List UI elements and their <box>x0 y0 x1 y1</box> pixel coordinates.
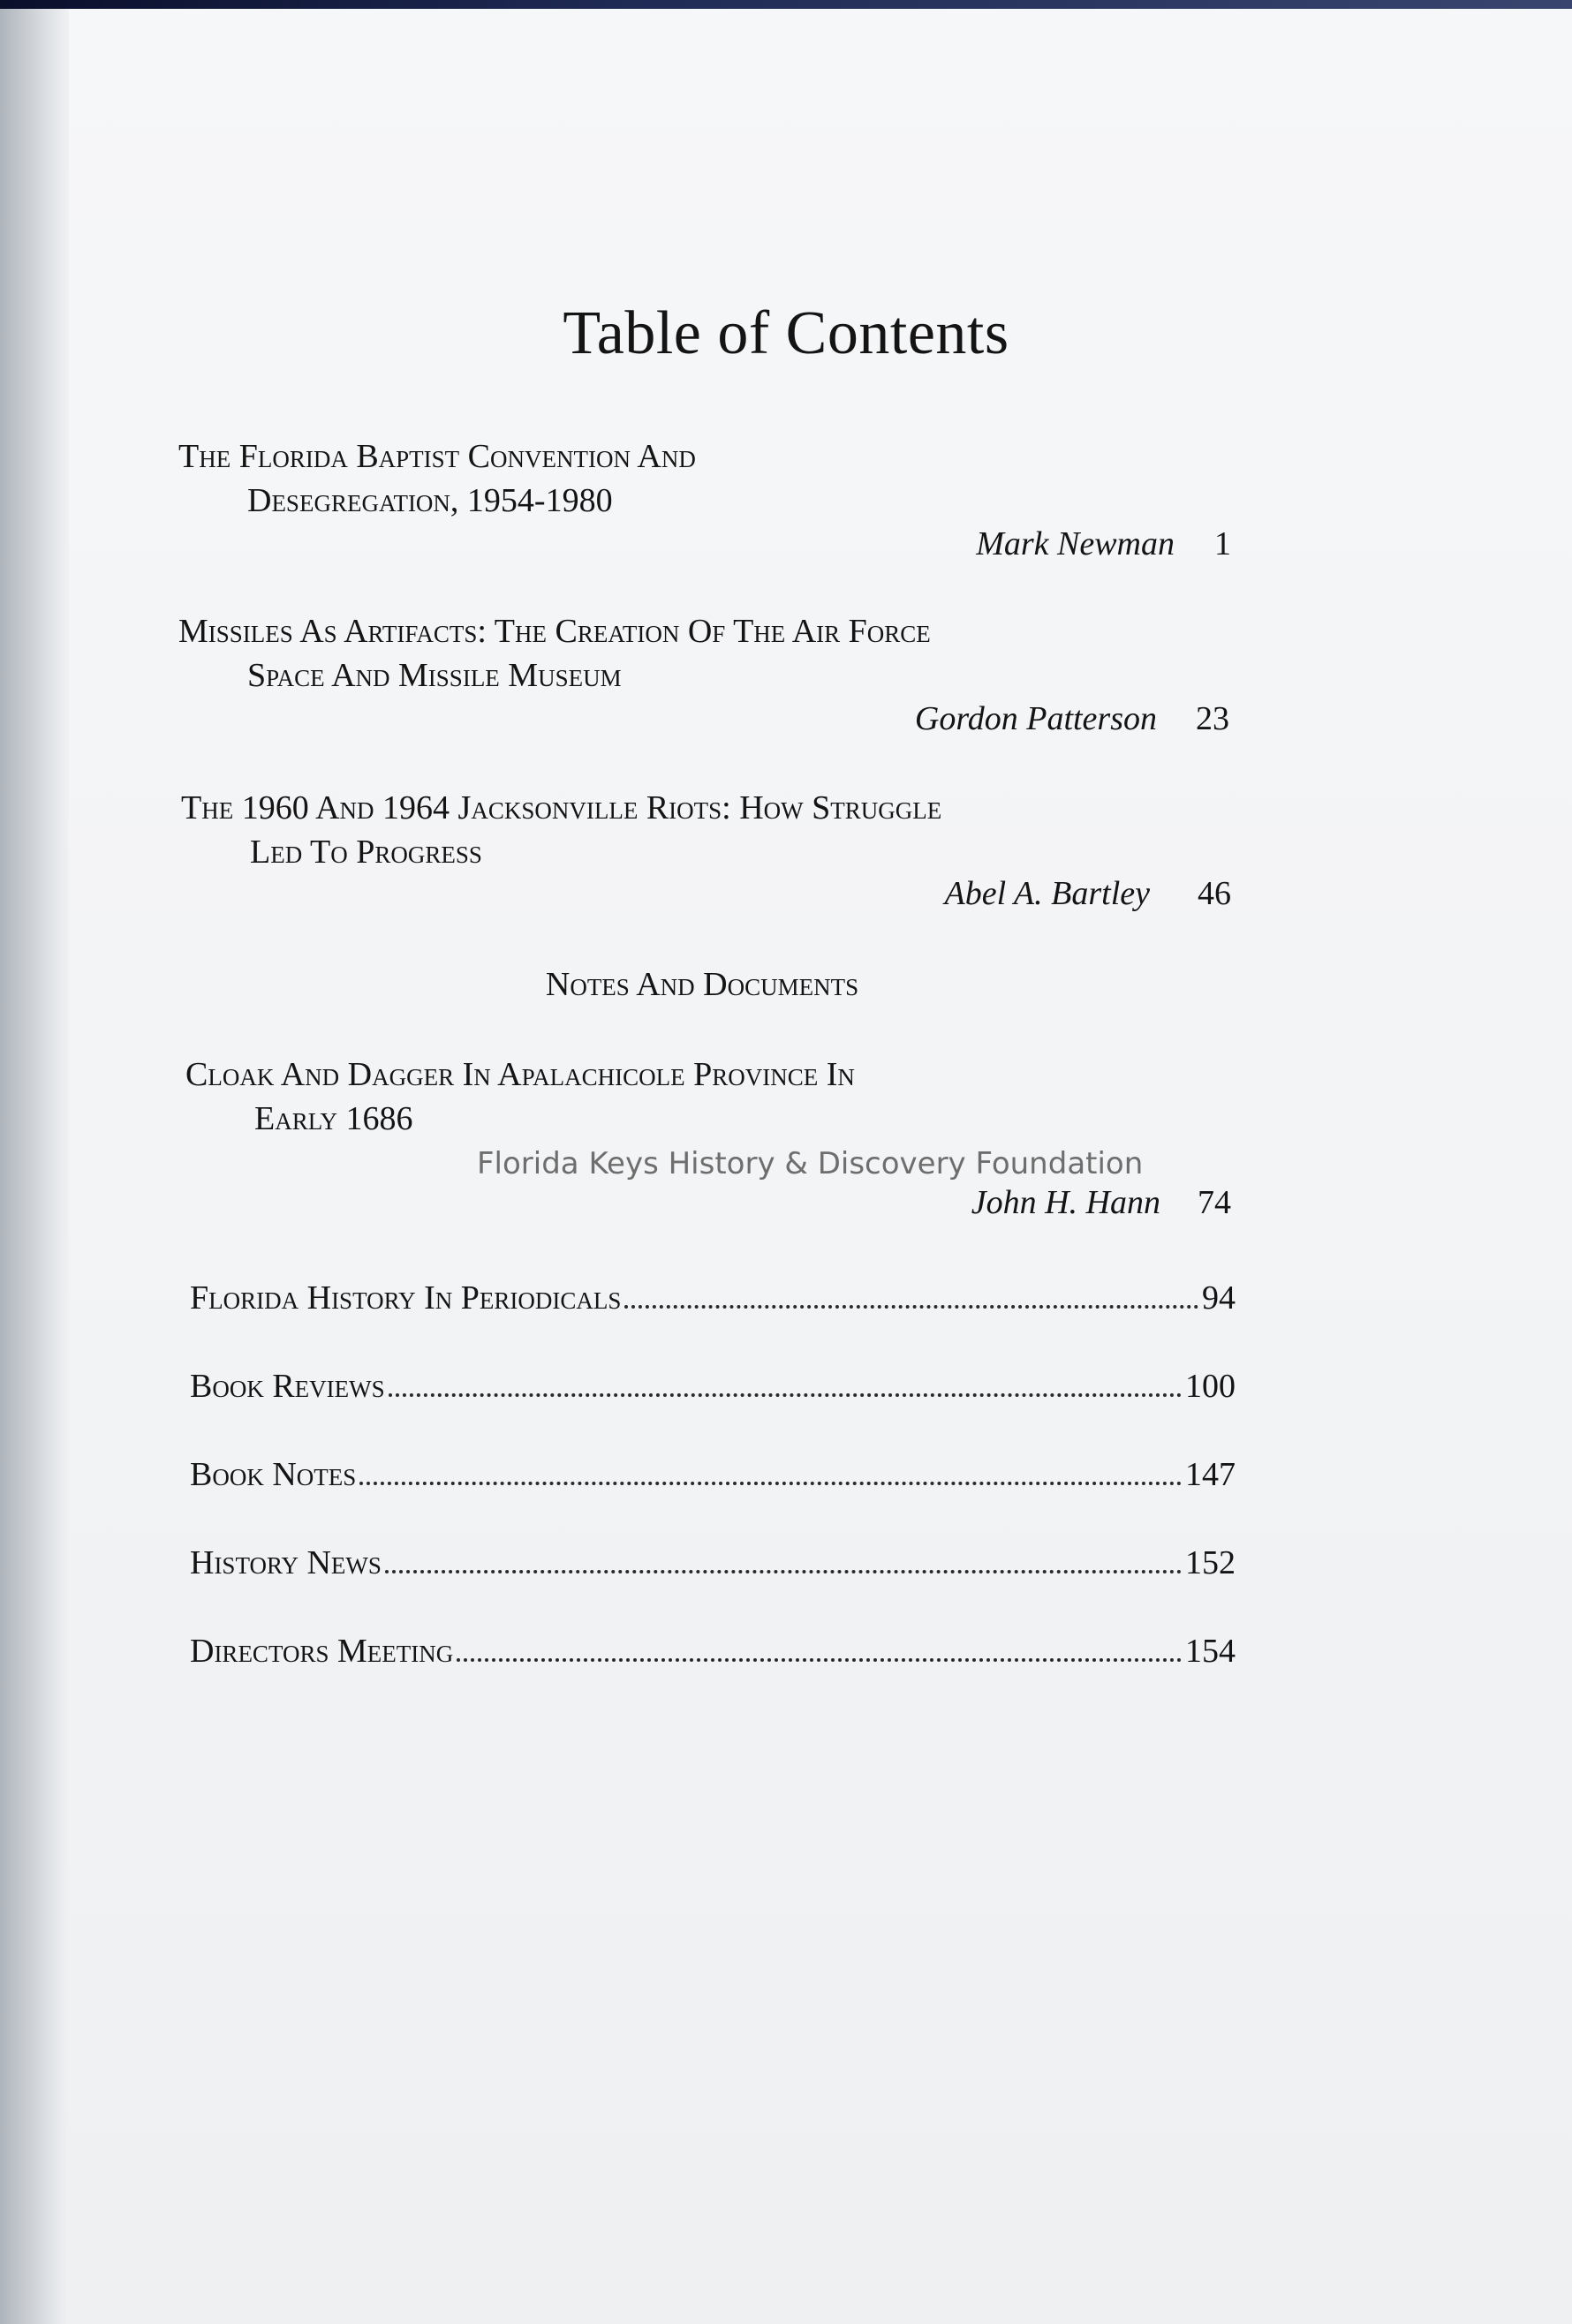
article-1-author: Mark Newman <box>976 525 1175 562</box>
toc-section-book-notes <box>190 1450 1236 1494</box>
dot-leader <box>389 1393 1182 1397</box>
article-3-title-line-1: The 1960 And 1964 Jacksonville Riots: How Struggle <box>181 789 942 826</box>
watermark-text: Florida Keys History & Discovery Foundation <box>477 1146 1144 1181</box>
toc-section-periodicals <box>190 1273 1236 1317</box>
article-1-page: 1 <box>1214 525 1231 562</box>
article-2-author: Gordon Patterson <box>914 700 1157 737</box>
article-1-title-line-1: The Florida Baptist Convention And <box>178 438 696 475</box>
section-label: Book Reviews <box>190 1368 385 1405</box>
notes-article-title-line-1: Cloak And Dagger In Apalachicole Province In <box>185 1056 855 1093</box>
toc-section-directors-meeting <box>190 1626 1236 1671</box>
dot-leader <box>457 1658 1182 1662</box>
section-page: 94 <box>1202 1279 1236 1317</box>
section-label: Book Notes <box>190 1456 357 1493</box>
article-2-title-line-1: Missiles As Artifacts: The Creation Of The Air Force <box>178 613 931 650</box>
dot-leader <box>359 1482 1182 1485</box>
section-label: History News <box>190 1544 382 1581</box>
section-page: 100 <box>1185 1368 1236 1405</box>
section-label: Florida History In Periodicals <box>190 1279 622 1317</box>
toc-section-book-reviews <box>190 1362 1236 1406</box>
article-3-author: Abel A. Bartley <box>944 875 1150 912</box>
article-2-page: 23 <box>1196 700 1229 737</box>
scan-top-edge <box>0 0 1572 9</box>
article-3-title-line-2: Led To Progress <box>250 834 482 871</box>
dot-leader <box>624 1305 1198 1309</box>
section-label: Directors Meeting <box>190 1633 454 1670</box>
article-1-title-line-2: Desegregation, 1954-1980 <box>247 482 613 519</box>
section-page: 152 <box>1185 1544 1236 1581</box>
article-3-page: 46 <box>1198 875 1231 912</box>
notes-and-documents-heading: Notes And Documents <box>545 966 859 1003</box>
article-2-title-line-2: Space And Missile Museum <box>247 657 622 694</box>
dot-leader <box>385 1570 1182 1573</box>
notes-article-page: 74 <box>1198 1184 1231 1221</box>
section-page: 147 <box>1185 1456 1236 1493</box>
notes-article-title-line-2: Early 1686 <box>254 1100 413 1137</box>
toc-section-history-news <box>190 1538 1236 1582</box>
notes-article-author: John H. Hann <box>971 1184 1160 1221</box>
section-page: 154 <box>1185 1633 1236 1670</box>
page-title: Table of Contents <box>563 299 1009 367</box>
